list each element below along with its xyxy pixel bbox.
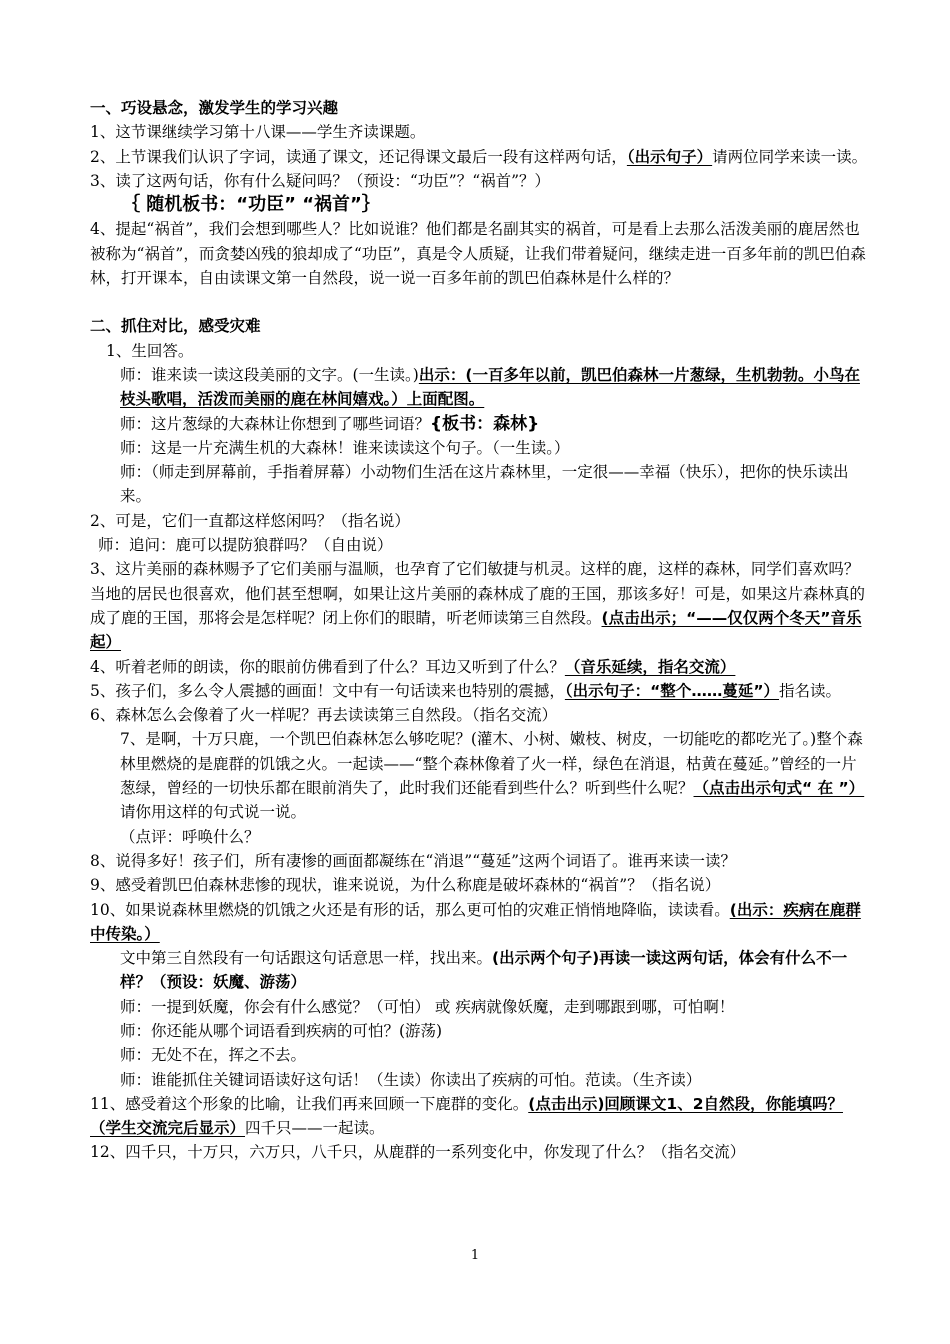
s2-line-10-cont: 文中第三自然段有一句话跟这句话意思一样，找出来。(出示两个句子)再读一读这两句话，体会有什么不一样？（预设：妖魔、游荡） bbox=[120, 949, 848, 992]
show-sentence-prompt-2: （出示句子：“整个……蔓延”） bbox=[564, 681, 779, 700]
blackboard-note-1: ｛ 随机板书：“功臣” “祸首”｝ bbox=[122, 194, 380, 216]
s2-teacher-1: 师：谁来读一读这段美丽的文字。(一生读。)出示：(一百多年以前，凯巴伯森林一片葱绿，生机勃勃。小鸟在枝头歌唱，活泼而美丽的鹿在林间嬉戏。）上面配图。 bbox=[120, 365, 860, 409]
page-number: 1 bbox=[470, 1248, 480, 1263]
sentence-pattern-prompt: （点击出示句式“ 在 ”） bbox=[693, 779, 865, 798]
s1-line-2: 2、上节课我们认识了字词，读通了课文，还记得课文最后一段有这样两句话，（出示句子）请两位同学来读一读。 bbox=[90, 147, 868, 166]
s2-line-8: 8、说得多好！孩子们，所有凄惨的画面都凝练在“消退”“蔓延”这两个词语了。谁再来读一读？ bbox=[90, 851, 737, 870]
show-disease-prompt: (出示：疾病在鹿群中传染。） bbox=[90, 900, 861, 943]
s2-teacher-3: 师：这是一片充满生机的大森林！谁来读读这个句子。（一生读。） bbox=[120, 438, 570, 457]
s2-line-1: 1、生回答。 bbox=[106, 341, 194, 360]
show-passage-prompt: 出示：(一百多年以前，凯巴伯森林一片葱绿，生机勃勃。小鸟在枝头歌唱，活泼而美丽的鹿在林间嬉戏。）上面配图。 bbox=[120, 365, 860, 409]
s2-line-12: 12、四千只，十万只，六万只，八千只，从鹿群的一系列变化中，你发现了什么？（指名交流） bbox=[90, 1143, 746, 1162]
review-prompt: (点击出示)回顾课文1、2自然段，你能填吗？（学生交流完后显示） bbox=[90, 1094, 843, 1138]
s2-line-2-teacher: 师：追问：鹿可以提防狼群吗？（自由说） bbox=[98, 536, 393, 555]
s2-line-7-comment: （点评：呼唤什么？ bbox=[120, 827, 260, 846]
s2-teacher-4: 师：（师走到屏幕前，手指着屏幕）小动物们生活在这片森林里，一定很——幸福（快乐），把你的快乐读出来。 bbox=[120, 463, 849, 506]
s2-line-4: 4、听着老师的朗读，你的眼前仿佛看到了什么？耳边又听到了什么？（音乐延续，指名交流） bbox=[90, 657, 736, 676]
music-continue-prompt: （音乐延续，指名交流） bbox=[564, 657, 736, 676]
show-sentence-prompt: （出示句子） bbox=[626, 147, 713, 166]
s2-teacher-8: 师：谁能抓住关键词语读好这句话！（生读）你读出了疾病的可怕。范读。（生齐读） bbox=[120, 1070, 702, 1089]
s2-line-5: 5、孩子们，多么令人震撼的画面！文中有一句话读来也特别的震撼，（出示句子：“整个……蔓延”）指名读。 bbox=[90, 681, 842, 700]
s2-line-11: 11、感受着这个形象的比喻，让我们再来回顾一下鹿群的变化。(点击出示)回顾课文1、2自然段，你能填吗？（学生交流完后显示）四千只——一起读。 bbox=[90, 1094, 843, 1138]
s2-line-2: 2、可是，它们一直都这样悠闲吗？（指名说） bbox=[90, 511, 410, 530]
document-body bbox=[90, 96, 870, 1165]
s1-line-1: 1、这节课继续学习第十八课——学生齐读课题。 bbox=[90, 123, 426, 142]
s2-line-9: 9、感受着凯巴伯森林悲惨的现状，谁来说说，为什么称鹿是破坏森林的“祸首”？（指名说） bbox=[90, 876, 721, 895]
s2-teacher-5: 师：一提到妖魔，你会有什么感觉？（可怕） 或 疾病就像妖魔，走到哪跟到哪，可怕啊！ bbox=[120, 997, 735, 1016]
compare-sentences-prompt: (出示两个句子)再读一读这两句话，体会有什么不一样？（预设：妖魔、游荡） bbox=[120, 949, 848, 992]
s2-line-6: 6、森林怎么会像着了火一样呢？再去读读第三自然段。（指名交流） bbox=[90, 706, 558, 725]
section-1-title: 一、巧设悬念，激发学生的学习兴趣 bbox=[90, 99, 339, 117]
s2-teacher-6: 师：你还能从哪个词语看到疾病的可怕？(游荡) bbox=[120, 1021, 443, 1040]
s2-line-3: 3、这片美丽的森林赐予了它们美丽与温顺，也孕育了它们敏捷与机灵。这样的鹿，这样的森林，同学们喜欢吗？当地的居民也很喜欢，他们甚至想啊，如果让这片美丽的森林成了鹿的王国，那该多好！可是，如果这片森林真的成了鹿的王国，那将会是怎样呢？闭上你们的眼睛，听老师读第三自然段。(点击出示；“——仅仅两个冬天”音乐起） bbox=[90, 560, 866, 652]
s1-line-3: 3、读了这两句话，你有什么疑问吗？（预设：“功臣”？“祸首”？） bbox=[90, 171, 551, 190]
s2-teacher-7: 师：无处不在，挥之不去。 bbox=[120, 1046, 307, 1065]
s2-line-10: 10、如果说森林里燃烧的饥饿之火还是有形的话，那么更可怕的灾难正悄悄地降临，读读看。(出示：疾病在鹿群中传染。） bbox=[90, 900, 861, 943]
s2-line-7: 7、是啊，十万只鹿，一个凯巴伯森林怎么够吃呢？(灌木、小树、嫩枝、树皮，一切能吃的都吃光了。)整个森林里燃烧的是鹿群的饥饿之火。一起读——“整个森林像着了火一样，绿色在消退，枯黄在蔓延。”曾经的一片葱绿，曾经的一切快乐都在眼前消失了，此时我们还能看到些什么？听到些什么呢？（点击出示句式“ 在 ”）请你用这样的句式说一说。 bbox=[120, 730, 865, 822]
music-prompt: (点击出示；“——仅仅两个冬天”音乐起） bbox=[90, 608, 862, 652]
blackboard-note-2: {板书：森林} bbox=[430, 413, 540, 434]
s2-teacher-2: 师：这片葱绿的大森林让你想到了哪些词语？{板书：森林} bbox=[120, 413, 540, 434]
section-2-title: 二、抓住对比，感受灾难 bbox=[90, 317, 261, 336]
s1-line-4: 4、提起“祸首”，我们会想到哪些人？比如说谁？他们都是名副其实的祸首，可是看上去那么活泼美丽的鹿居然也被称为“祸首”，而贪婪凶残的狼却成了“功臣”，真是令人质疑，让我们带着疑问，继续走进一百多年前的凯巴伯森林，打开课本，自由读课文第一自然段，说一说一百多年前的凯巴伯森林是什么样的？ bbox=[90, 220, 866, 288]
